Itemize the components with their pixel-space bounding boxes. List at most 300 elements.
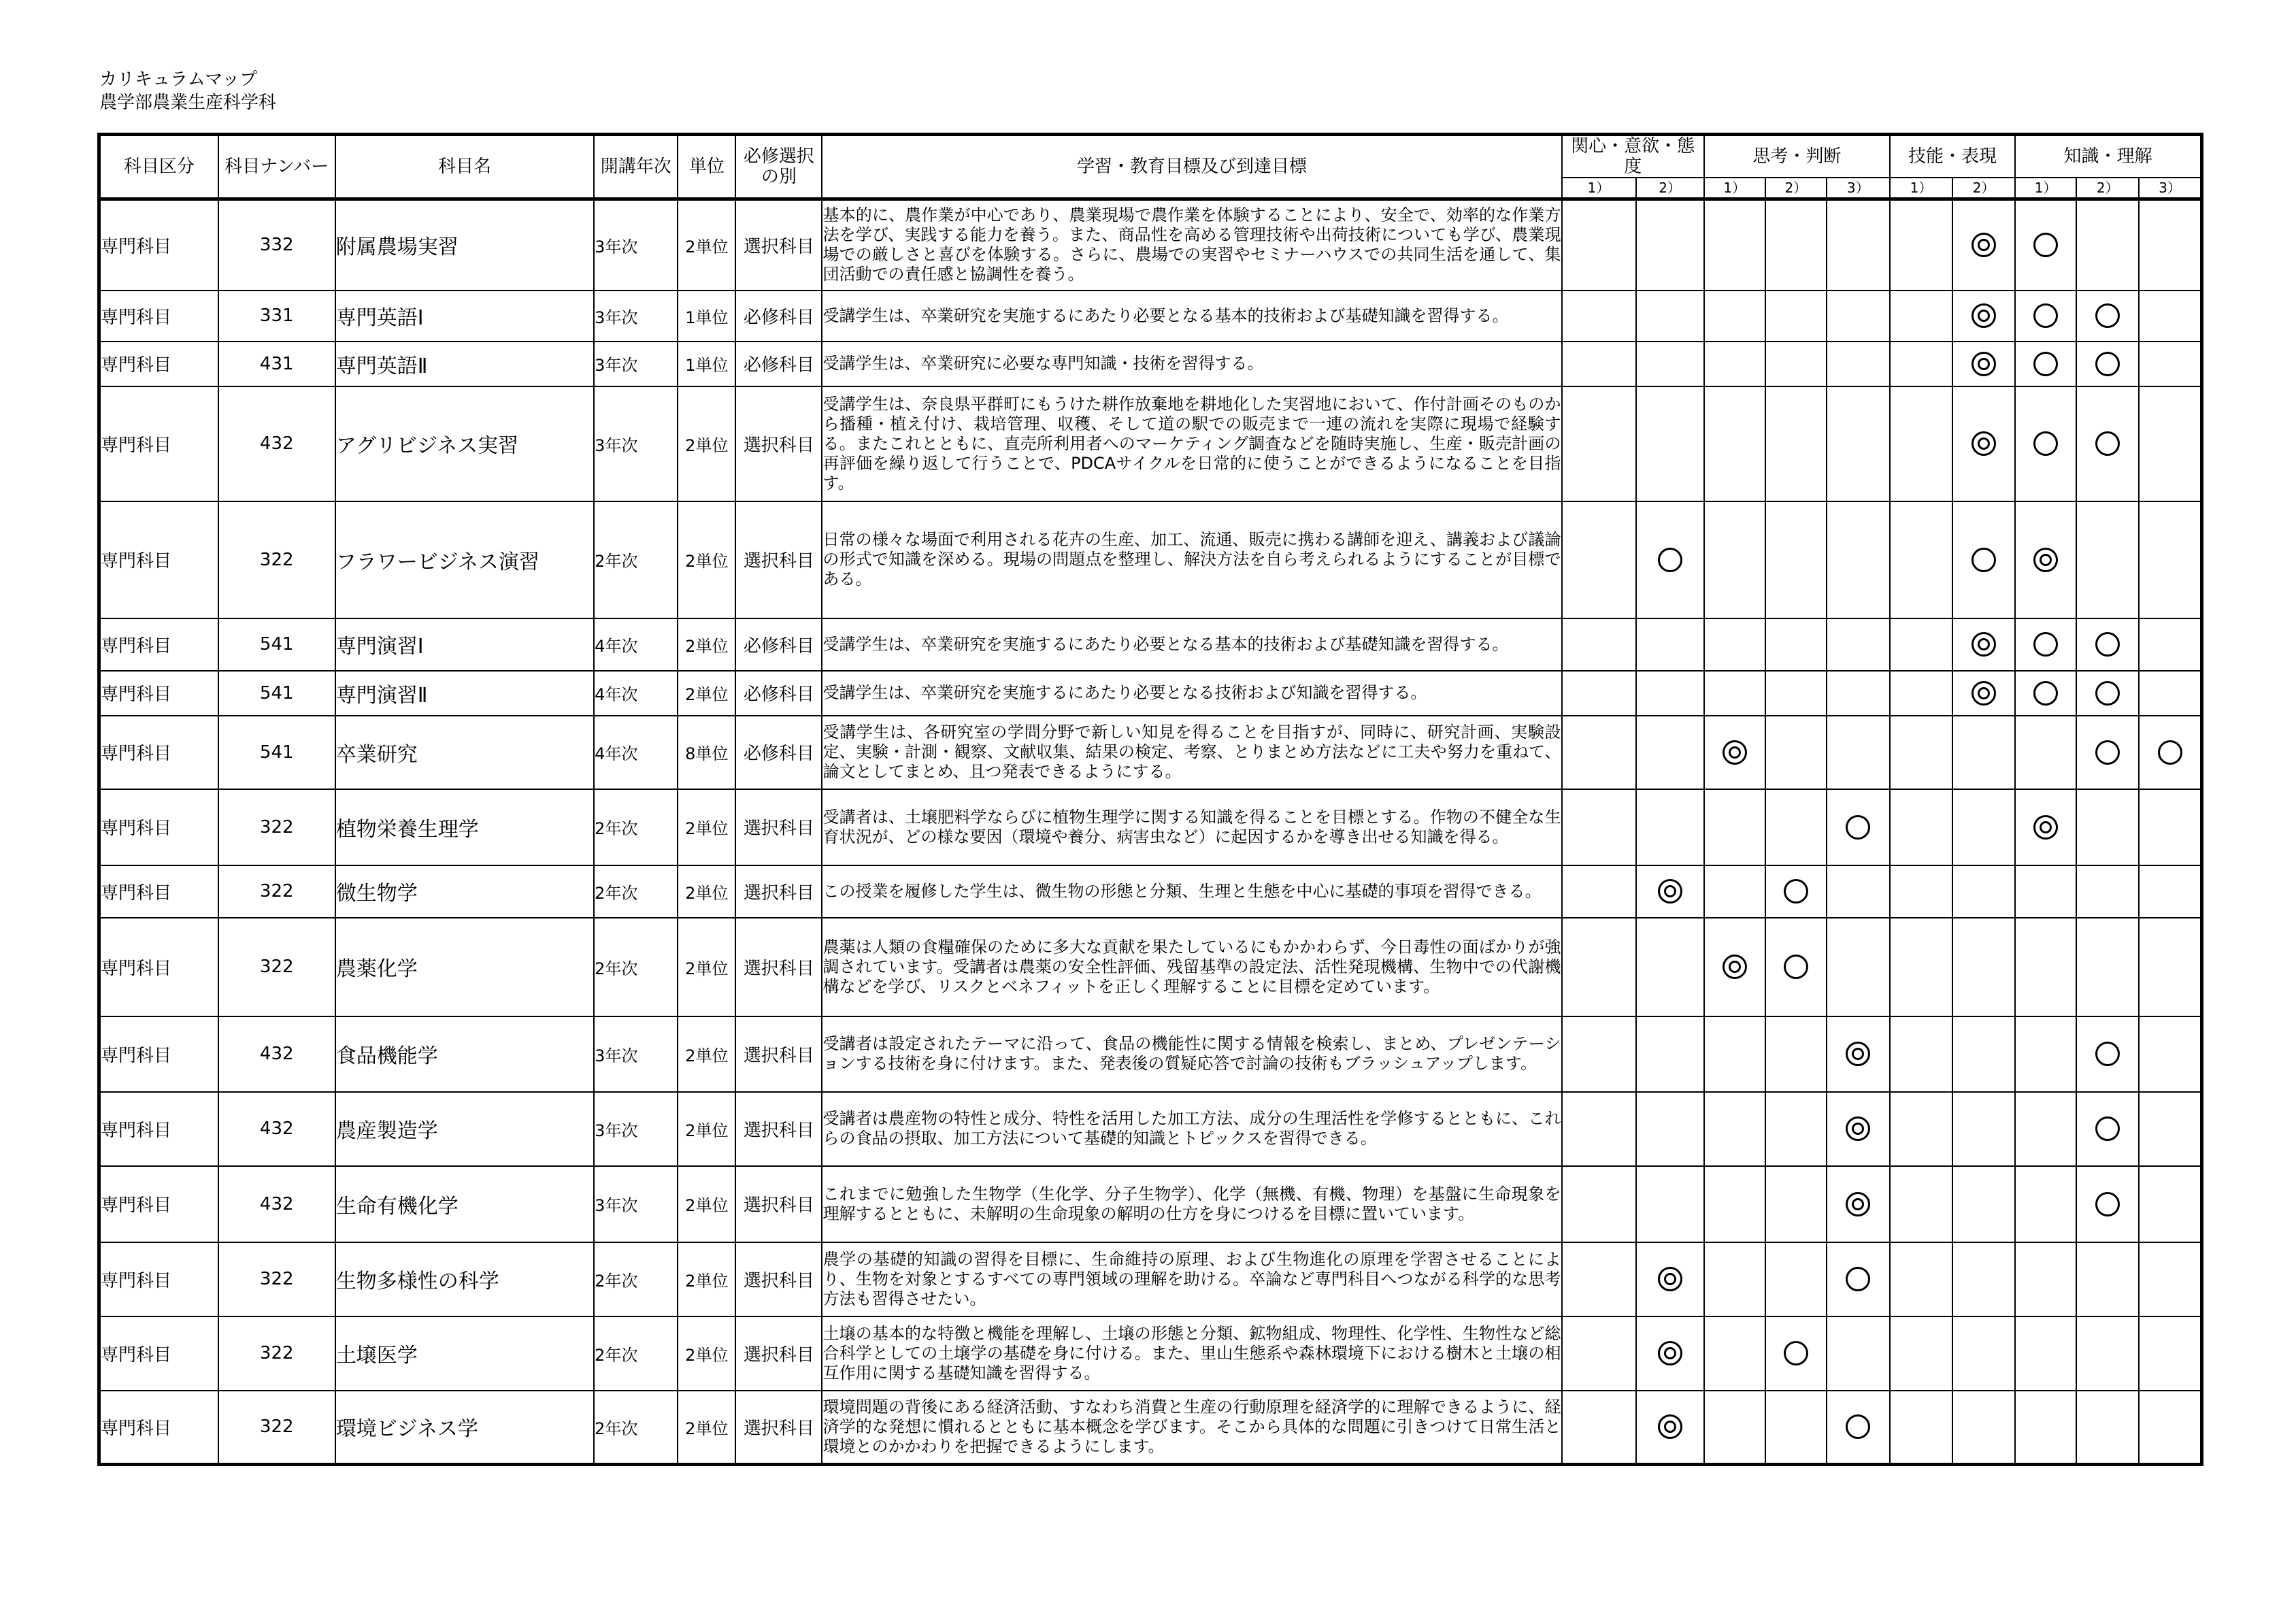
cell-number: 432 xyxy=(218,1092,335,1166)
circle-mark xyxy=(2033,233,2058,257)
cell-mark xyxy=(2076,291,2139,342)
cell-mark xyxy=(2015,501,2076,618)
circle-mark xyxy=(2095,632,2120,657)
cell-goal: 受講者は農産物の特性と成分、特性を活用した加工方法、成分の生理活性を学修するとともに、これらの食品の摂取、加工方法について基礎的知識とトピックスを習得できる。 xyxy=(822,1092,1561,1166)
cell-mark xyxy=(1952,1092,2015,1166)
cell-mark xyxy=(2139,671,2201,716)
double-circle-mark xyxy=(1971,303,1996,328)
cell-goal: 農薬は人類の食糧確保のために多大な貢献を果たしているにもかかわらず、今日毒性の面ばかりが強調されています。受講者は農薬の安全性評価、残留基準の設定法、活性発現機構、生物中での代謝機構などを学び、リスクとベネフィットを正しく理解することに目標を定めています。 xyxy=(822,918,1561,1016)
cell-mark xyxy=(2139,918,2201,1016)
cell-mark xyxy=(1704,199,1765,291)
cell-mark xyxy=(1636,1166,1704,1242)
cell-year: 2年次 xyxy=(594,1316,678,1391)
table-row xyxy=(99,291,2202,342)
cell-number: 541 xyxy=(218,671,335,716)
subheader: 1） xyxy=(1562,178,1636,199)
table-row xyxy=(99,1092,2202,1166)
cell-mark xyxy=(1890,1391,1952,1465)
cell-year: 3年次 xyxy=(594,1166,678,1242)
cell-number: 432 xyxy=(218,1166,335,1242)
cell-mark xyxy=(2139,1242,2201,1316)
cell-mark xyxy=(1562,918,1636,1016)
cell-mark xyxy=(1890,1166,1952,1242)
cell-unit: 2単位 xyxy=(678,618,735,671)
cell-mark xyxy=(1704,1166,1765,1242)
table-row xyxy=(99,1016,2202,1092)
cell-mark xyxy=(1704,716,1765,789)
header-group-thinking: 思考・判断 xyxy=(1704,135,1890,178)
circle-mark xyxy=(2095,1192,2120,1216)
cell-mark xyxy=(1765,789,1827,865)
cell-unit: 2単位 xyxy=(678,671,735,716)
cell-number: 432 xyxy=(218,1016,335,1092)
circle-mark xyxy=(1784,879,1808,904)
double-circle-mark xyxy=(1971,352,1996,376)
cell-goal: 受講学生は、奈良県平群町にもうけた耕作放棄地を耕地化した実習地において、作付計画そのものから播種・植え付け、栽培管理、収穫、そして道の駅での販売まで一連の流れを実際に現場で経験する。またこれとともに、直売所利用者へのマーケティング調査などを随時実施し、生産・販売計画の再評価を繰り返して行うことで、PDCAサイクルを日常的に使うことができるようになることを目指す。 xyxy=(822,386,1561,501)
cell-unit: 2単位 xyxy=(678,501,735,618)
cell-mark xyxy=(1636,342,1704,386)
cell-mark xyxy=(1562,865,1636,918)
subheader: 2） xyxy=(1765,178,1827,199)
cell-mark xyxy=(1890,501,1952,618)
cell-mark xyxy=(2076,789,2139,865)
cell-mark xyxy=(2076,386,2139,501)
header-number: 科目ナンバー xyxy=(218,135,335,199)
cell-year: 3年次 xyxy=(594,386,678,501)
cell-mark xyxy=(1704,618,1765,671)
cell-unit: 2単位 xyxy=(678,789,735,865)
double-circle-mark xyxy=(1723,955,1747,979)
cell-required: 選択科目 xyxy=(735,1016,822,1092)
cell-mark xyxy=(1562,1242,1636,1316)
cell-mark xyxy=(1890,342,1952,386)
circle-mark xyxy=(2095,1042,2120,1066)
subheader: 2） xyxy=(1636,178,1704,199)
cell-mark xyxy=(2076,1016,2139,1092)
cell-name: 植物栄養生理学 xyxy=(335,789,594,865)
cell-mark xyxy=(1890,1242,1952,1316)
cell-mark xyxy=(1636,199,1704,291)
cell-mark xyxy=(1704,386,1765,501)
cell-goal: この授業を履修した学生は、微生物の形態と分類、生理と生態を中心に基礎的事項を習得できる。 xyxy=(822,865,1561,918)
cell-name: 専門演習Ⅱ xyxy=(335,671,594,716)
cell-category: 専門科目 xyxy=(99,1316,218,1391)
cell-mark xyxy=(2015,671,2076,716)
cell-mark xyxy=(2139,1016,2201,1092)
subheader: 2） xyxy=(2076,178,2139,199)
subheader: 1） xyxy=(1890,178,1952,199)
cell-mark xyxy=(1952,291,2015,342)
cell-mark xyxy=(2015,291,2076,342)
cell-category: 専門科目 xyxy=(99,199,218,291)
cell-unit: 1単位 xyxy=(678,342,735,386)
cell-number: 432 xyxy=(218,386,335,501)
table-row xyxy=(99,1316,2202,1391)
cell-name: 食品機能学 xyxy=(335,1016,594,1092)
cell-mark xyxy=(1562,716,1636,789)
cell-year: 3年次 xyxy=(594,1016,678,1092)
circle-mark xyxy=(2095,431,2120,456)
circle-mark xyxy=(1846,815,1870,840)
cell-mark xyxy=(2015,1391,2076,1465)
table-row xyxy=(99,386,2202,501)
circle-mark xyxy=(2095,740,2120,765)
cell-mark xyxy=(2076,1242,2139,1316)
cell-mark xyxy=(1636,1092,1704,1166)
double-circle-mark xyxy=(2033,548,2058,572)
cell-mark xyxy=(2139,199,2201,291)
circle-mark xyxy=(1846,1267,1870,1291)
cell-mark xyxy=(1890,386,1952,501)
cell-mark xyxy=(1636,789,1704,865)
cell-mark xyxy=(1827,671,1890,716)
cell-goal: 基本的に、農作業が中心であり、農業現場で農作業を体験することにより、安全で、効率的な作業方法を学び、実践する能力を養う。また、商品性を高める管理技術や出荷技術についても学び、農業現場での厳しさと喜びを体験する。さらに、農場での実習やセミナーハウスでの共同生活を通して、集団活動での責任感と協調性を養う。 xyxy=(822,199,1561,291)
cell-mark xyxy=(2015,1166,2076,1242)
cell-mark xyxy=(1562,789,1636,865)
cell-mark xyxy=(2015,716,2076,789)
cell-mark xyxy=(2015,918,2076,1016)
circle-mark xyxy=(2033,431,2058,456)
cell-mark xyxy=(1890,199,1952,291)
cell-mark xyxy=(1704,291,1765,342)
cell-name: 農薬化学 xyxy=(335,918,594,1016)
cell-mark xyxy=(1765,291,1827,342)
cell-unit: 2単位 xyxy=(678,1391,735,1465)
cell-mark xyxy=(1827,1166,1890,1242)
cell-name: 専門英語Ⅰ xyxy=(335,291,594,342)
double-circle-mark xyxy=(1971,233,1996,257)
title-line-2: 農学部農業生産科学科 xyxy=(99,93,277,113)
cell-category: 専門科目 xyxy=(99,1242,218,1316)
cell-name: 専門演習Ⅰ xyxy=(335,618,594,671)
cell-mark xyxy=(1765,342,1827,386)
cell-mark xyxy=(1952,671,2015,716)
cell-mark xyxy=(1952,199,2015,291)
subheader: 1） xyxy=(1704,178,1765,199)
cell-mark xyxy=(1827,716,1890,789)
cell-mark xyxy=(2139,291,2201,342)
circle-mark xyxy=(2095,352,2120,376)
cell-number: 322 xyxy=(218,865,335,918)
cell-name: フラワービジネス演習 xyxy=(335,501,594,618)
cell-mark xyxy=(1952,1166,2015,1242)
cell-goal: 受講学生は、卒業研究に必要な専門知識・技術を習得する。 xyxy=(822,342,1561,386)
cell-year: 3年次 xyxy=(594,1092,678,1166)
cell-category: 専門科目 xyxy=(99,789,218,865)
cell-mark xyxy=(2139,386,2201,501)
cell-mark xyxy=(1765,1092,1827,1166)
header-required: 必修選択の別 xyxy=(735,135,822,199)
cell-mark xyxy=(1890,789,1952,865)
cell-mark xyxy=(1704,789,1765,865)
cell-name: 附属農場実習 xyxy=(335,199,594,291)
table-row xyxy=(99,716,2202,789)
cell-mark xyxy=(1704,1391,1765,1465)
cell-year: 4年次 xyxy=(594,716,678,789)
cell-mark xyxy=(1827,386,1890,501)
cell-mark xyxy=(1827,918,1890,1016)
cell-mark xyxy=(1562,671,1636,716)
cell-mark xyxy=(1827,789,1890,865)
cell-mark xyxy=(2139,1391,2201,1465)
subheader: 2） xyxy=(1952,178,2015,199)
cell-mark xyxy=(1952,1242,2015,1316)
double-circle-mark xyxy=(1971,681,1996,706)
cell-required: 必修科目 xyxy=(735,342,822,386)
cell-required: 選択科目 xyxy=(735,789,822,865)
cell-mark xyxy=(1636,918,1704,1016)
cell-goal: これまでに勉強した生物学（生化学、分子生物学）、化学（無機、有機、物理）を基盤に生命現象を理解するとともに、未解明の生命現象の解明の仕方を身につけるを目標に置いています。 xyxy=(822,1166,1561,1242)
cell-mark xyxy=(1765,1391,1827,1465)
cell-year: 2年次 xyxy=(594,918,678,1016)
cell-year: 3年次 xyxy=(594,291,678,342)
cell-category: 専門科目 xyxy=(99,865,218,918)
cell-mark xyxy=(1827,618,1890,671)
cell-mark xyxy=(1704,865,1765,918)
double-circle-mark xyxy=(2033,815,2058,840)
cell-mark xyxy=(1636,1016,1704,1092)
cell-mark xyxy=(2076,671,2139,716)
cell-required: 選択科目 xyxy=(735,1391,822,1465)
cell-year: 2年次 xyxy=(594,1391,678,1465)
cell-unit: 2単位 xyxy=(678,1016,735,1092)
cell-mark xyxy=(1765,671,1827,716)
cell-mark xyxy=(1704,501,1765,618)
cell-mark xyxy=(1636,1391,1704,1465)
cell-mark xyxy=(1952,618,2015,671)
cell-category: 専門科目 xyxy=(99,386,218,501)
cell-year: 3年次 xyxy=(594,199,678,291)
cell-mark xyxy=(2139,1166,2201,1242)
circle-mark xyxy=(1846,1414,1870,1439)
cell-name: 農産製造学 xyxy=(335,1092,594,1166)
cell-mark xyxy=(1890,618,1952,671)
double-circle-mark xyxy=(1971,632,1996,657)
cell-category: 専門科目 xyxy=(99,1166,218,1242)
cell-unit: 2単位 xyxy=(678,386,735,501)
cell-mark xyxy=(1890,1092,1952,1166)
cell-mark xyxy=(1890,865,1952,918)
cell-mark xyxy=(1952,501,2015,618)
cell-mark xyxy=(2139,618,2201,671)
cell-mark xyxy=(2015,386,2076,501)
cell-number: 331 xyxy=(218,291,335,342)
cell-goal: 受講学生は、卒業研究を実施するにあたり必要となる基本的技術および基礎知識を習得する。 xyxy=(822,291,1561,342)
cell-mark xyxy=(2139,716,2201,789)
cell-unit: 2単位 xyxy=(678,1092,735,1166)
cell-category: 専門科目 xyxy=(99,618,218,671)
cell-mark xyxy=(1890,1016,1952,1092)
header-group-skills: 技能・表現 xyxy=(1890,135,2015,178)
table-row xyxy=(99,1242,2202,1316)
cell-mark xyxy=(2076,716,2139,789)
cell-mark xyxy=(1562,1016,1636,1092)
cell-mark xyxy=(1827,1391,1890,1465)
circle-mark xyxy=(2095,681,2120,706)
cell-year: 2年次 xyxy=(594,865,678,918)
cell-mark xyxy=(1827,1092,1890,1166)
cell-mark xyxy=(1890,291,1952,342)
cell-mark xyxy=(1765,716,1827,789)
cell-goal: 受講学生は、卒業研究を実施するにあたり必要となる技術および知識を習得する。 xyxy=(822,671,1561,716)
cell-required: 選択科目 xyxy=(735,1166,822,1242)
table-body xyxy=(99,199,2202,1465)
cell-mark xyxy=(1562,199,1636,291)
cell-mark xyxy=(1562,291,1636,342)
cell-unit: 2単位 xyxy=(678,865,735,918)
cell-mark xyxy=(1952,1016,2015,1092)
cell-mark xyxy=(2015,1092,2076,1166)
cell-unit: 2単位 xyxy=(678,1316,735,1391)
cell-required: 選択科目 xyxy=(735,501,822,618)
cell-mark xyxy=(1765,1016,1827,1092)
cell-mark xyxy=(1827,501,1890,618)
cell-mark xyxy=(1827,342,1890,386)
cell-name: 微生物学 xyxy=(335,865,594,918)
cell-required: 選択科目 xyxy=(735,386,822,501)
cell-goal: 受講学生は、卒業研究を実施するにあたり必要となる基本的技術および基礎知識を習得する。 xyxy=(822,618,1561,671)
double-circle-mark xyxy=(1658,879,1682,904)
cell-mark xyxy=(2076,1092,2139,1166)
cell-mark xyxy=(1562,501,1636,618)
document-title xyxy=(99,68,276,114)
subheader: 3） xyxy=(1827,178,1890,199)
table-row xyxy=(99,199,2202,291)
cell-mark xyxy=(1765,501,1827,618)
cell-unit: 2単位 xyxy=(678,1242,735,1316)
cell-mark xyxy=(1704,1016,1765,1092)
cell-category: 専門科目 xyxy=(99,291,218,342)
cell-unit: 2単位 xyxy=(678,1166,735,1242)
cell-name: 土壌医学 xyxy=(335,1316,594,1391)
cell-name: 卒業研究 xyxy=(335,716,594,789)
cell-mark xyxy=(2015,1316,2076,1391)
cell-required: 選択科目 xyxy=(735,1092,822,1166)
cell-year: 2年次 xyxy=(594,1242,678,1316)
cell-name: 専門英語Ⅱ xyxy=(335,342,594,386)
cell-goal: 受講学生は、各研究室の学問分野で新しい知見を得ることを目指すが、同時に、研究計画、実験設定、実験・計測・観察、文献収集、結果の検定、考察、とりまとめ方法などに工夫や努力を重ねて、論文としてまとめ、且つ発表できるようにする。 xyxy=(822,716,1561,789)
cell-mark xyxy=(1952,716,2015,789)
cell-year: 2年次 xyxy=(594,789,678,865)
cell-number: 541 xyxy=(218,618,335,671)
cell-goal: 受講者は設定されたテーマに沿って、食品の機能性に関する情報を検索し、まとめ、プレゼンテーションする技術を身に付けます。また、発表後の質疑応答で討論の技術もブラッシュアップします。 xyxy=(822,1016,1561,1092)
header-group-interest: 関心・意欲・態度 xyxy=(1562,135,1704,178)
double-circle-mark xyxy=(1846,1042,1870,1066)
cell-number: 332 xyxy=(218,199,335,291)
cell-mark xyxy=(1765,1166,1827,1242)
cell-required: 必修科目 xyxy=(735,291,822,342)
cell-category: 専門科目 xyxy=(99,1092,218,1166)
cell-mark xyxy=(2015,618,2076,671)
cell-required: 必修科目 xyxy=(735,716,822,789)
cell-goal: 土壌の基本的な特徴と機能を理解し、土壌の形態と分類、鉱物組成、物理性、化学性、生物性など総合科学としての土壌学の基礎を身に付ける。また、里山生態系や森林環境下における樹木と土壌の相互作用に関する基礎知識を習得する。 xyxy=(822,1316,1561,1391)
cell-number: 431 xyxy=(218,342,335,386)
circle-mark xyxy=(1658,548,1682,572)
cell-mark xyxy=(1765,1316,1827,1391)
cell-mark xyxy=(2139,342,2201,386)
circle-mark xyxy=(2033,352,2058,376)
cell-mark xyxy=(1952,342,2015,386)
cell-mark xyxy=(1827,291,1890,342)
cell-unit: 1単位 xyxy=(678,291,735,342)
double-circle-mark xyxy=(1658,1267,1682,1291)
cell-mark xyxy=(1636,865,1704,918)
cell-mark xyxy=(1827,865,1890,918)
cell-mark xyxy=(1827,1242,1890,1316)
circle-mark xyxy=(2095,303,2120,328)
cell-mark xyxy=(1952,789,2015,865)
cell-goal: 受講者は、土壌肥料学ならびに植物生理学に関する知識を得ることを目標とする。作物の不健全な生育状況が、どの様な要因（環境や養分、病害虫など）に起因するかを導き出せる知識を得る。 xyxy=(822,789,1561,865)
cell-required: 選択科目 xyxy=(735,865,822,918)
cell-number: 322 xyxy=(218,1391,335,1465)
cell-category: 専門科目 xyxy=(99,501,218,618)
cell-mark xyxy=(1562,342,1636,386)
cell-mark xyxy=(1952,386,2015,501)
cell-number: 322 xyxy=(218,918,335,1016)
cell-mark xyxy=(2076,1391,2139,1465)
table-row xyxy=(99,1391,2202,1465)
cell-mark xyxy=(1636,1242,1704,1316)
table-row xyxy=(99,342,2202,386)
cell-unit: 2単位 xyxy=(678,918,735,1016)
cell-mark xyxy=(1636,501,1704,618)
table-row xyxy=(99,671,2202,716)
double-circle-mark xyxy=(1846,1192,1870,1216)
cell-mark xyxy=(2076,342,2139,386)
cell-mark xyxy=(2015,199,2076,291)
cell-goal: 農学の基礎的知識の習得を目標に、生命維持の原理、および生物進化の原理を学習させることにより、生物を対象とするすべての専門領域の理解を助ける。卒論など専門科目へつながる科学的な思考方法も習得させたい。 xyxy=(822,1242,1561,1316)
circle-mark xyxy=(1971,548,1996,572)
cell-category: 専門科目 xyxy=(99,1016,218,1092)
cell-mark xyxy=(2015,1016,2076,1092)
cell-mark xyxy=(2139,501,2201,618)
cell-mark xyxy=(1765,1242,1827,1316)
cell-category: 専門科目 xyxy=(99,716,218,789)
cell-number: 541 xyxy=(218,716,335,789)
circle-mark xyxy=(1784,1341,1808,1365)
cell-required: 選択科目 xyxy=(735,199,822,291)
double-circle-mark xyxy=(1723,740,1747,765)
cell-mark xyxy=(2015,1242,2076,1316)
cell-mark xyxy=(1704,1316,1765,1391)
cell-mark xyxy=(2139,1316,2201,1391)
cell-mark xyxy=(2139,865,2201,918)
table-row xyxy=(99,618,2202,671)
cell-mark xyxy=(1827,1316,1890,1391)
cell-year: 2年次 xyxy=(594,501,678,618)
curriculum-map-table xyxy=(97,133,2203,1466)
cell-mark xyxy=(1704,342,1765,386)
cell-year: 4年次 xyxy=(594,671,678,716)
header-year: 開講年次 xyxy=(594,135,678,199)
cell-year: 4年次 xyxy=(594,618,678,671)
cell-mark xyxy=(2076,1166,2139,1242)
cell-category: 専門科目 xyxy=(99,1391,218,1465)
cell-mark xyxy=(1765,618,1827,671)
cell-category: 専門科目 xyxy=(99,918,218,1016)
subheader: 3） xyxy=(2139,178,2201,199)
cell-mark xyxy=(2076,865,2139,918)
cell-mark xyxy=(1765,386,1827,501)
double-circle-mark xyxy=(1658,1414,1682,1439)
title-line-1: カリキュラムマップ xyxy=(99,69,258,90)
cell-year: 3年次 xyxy=(594,342,678,386)
cell-required: 必修科目 xyxy=(735,618,822,671)
cell-required: 選択科目 xyxy=(735,1242,822,1316)
cell-mark xyxy=(2015,865,2076,918)
cell-mark xyxy=(1562,618,1636,671)
cell-mark xyxy=(2139,1092,2201,1166)
